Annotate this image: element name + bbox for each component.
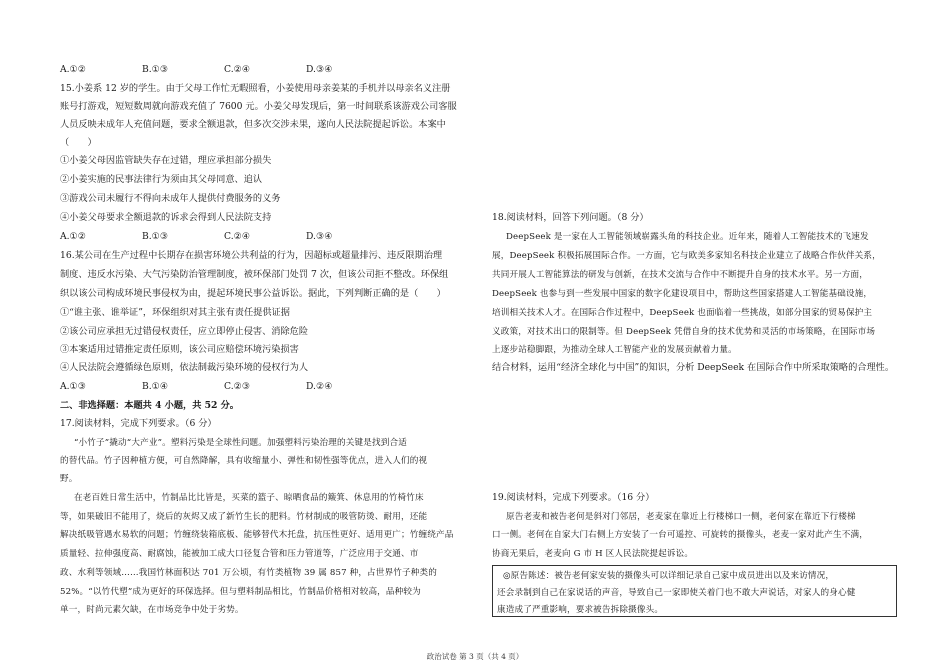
q16-stem-line-2: 制度、违反水污染、大气污染防治管理制度，被环保部门处罚 7 次，但该公司拒不整改。环保组 bbox=[60, 269, 449, 280]
q17-material-line-2: 的替代品。竹子因种植方便，可自然降解，具有收缩量小、弹性和韧性强等优点，进入人们的视 bbox=[60, 456, 428, 466]
q17-title: 17.阅读材料，完成下列要求。（6 分） bbox=[60, 418, 217, 429]
q17-material-line-8: 政、水利等领域……我国竹林面积达 701 万公顷，有竹类植物 39 属 857 种，占世界竹子种类的 bbox=[60, 568, 438, 578]
q15-stem-line-4: （ ） bbox=[60, 137, 97, 148]
q17-material-line-4: 在老百姓日常生活中，竹制品比比皆是，买菜的篮子、晾晒食品的簸箕、休息用的竹椅竹床 bbox=[74, 493, 424, 503]
q16-option-b: B.①④ bbox=[142, 381, 169, 392]
q16-option-a: A.①③ bbox=[60, 381, 87, 392]
q16-option-c: C.②③ bbox=[224, 381, 251, 392]
q15-statement-3: ③游戏公司未履行不得向未成年人提供付费服务的义务 bbox=[60, 193, 281, 204]
q17-material-line-9: 52%。“以竹代塑”成为更好的环保选择。但与塑料制品相比，竹制品价格相对较高，品种较为 bbox=[60, 587, 421, 597]
q15-option-c: C.②④ bbox=[224, 231, 251, 242]
q18-material-line-4: DeepSeek 也参与到一些发展中国家的数字化建设项目中，帮助这些国家搭建人工智能基础设施， bbox=[492, 289, 873, 299]
q17-material-line-6: 解决纸吸管遇水易软的问题；竹缠绕装箱底板、能够替代木托盘，抗压性更好、适用更广；竹缠绕产品 bbox=[60, 530, 454, 540]
q19-title: 19.阅读材料，完成下列要求。（16 分） bbox=[492, 492, 655, 503]
q18-material-line-3: 共同开展人工智能算法的研发与创新，在技术交流与合作中不断提升自身的技术水平。另一方面， bbox=[492, 270, 868, 280]
q16-statement-4: ④人民法院会遵循绿色原则，依法制裁污染环境的侵权行为人 bbox=[60, 362, 309, 373]
page-footer: 政治试卷 第 3 页（共 4 页） bbox=[426, 652, 524, 661]
q16-stem-line-3: 织以该公司构成环境民事侵权为由，提起环境民事公益诉讼。据此，下列判断正确的是（ ） bbox=[60, 288, 446, 299]
q14-option-b: B.①③ bbox=[142, 64, 169, 75]
q19-material-line-3: 协商无果后，老麦向 G 市 H 区人民法院提起诉讼。 bbox=[492, 549, 694, 559]
q15-option-d: D.③④ bbox=[306, 231, 333, 242]
q18-material-line-1: DeepSeek 是一家在人工智能领域崭露头角的科技企业。近年来，随着人工智能技术的飞速发 bbox=[506, 232, 869, 242]
q18-question: 结合材料，运用“经济全球化与中国”的知识，分析 DeepSeek 在国际合作中所采取策略的合理性。 bbox=[492, 362, 895, 373]
q18-material-line-7: 上逐步站稳脚跟，为推动全球人工智能产业的发展贡献着力量。 bbox=[492, 345, 737, 355]
q17-material-line-5: 等，如果破旧不能用了，烧后的灰烬又成了新竹生长的肥料。竹材制成的吸管防烫、耐用，还能 bbox=[60, 512, 428, 522]
q16-option-d: D.②④ bbox=[306, 381, 333, 392]
q19-plaintiff-statement-box bbox=[492, 565, 897, 617]
q15-statement-2: ②小姜实施的民事法律行为须由其父母同意、追认 bbox=[60, 174, 263, 185]
section-heading-nonchoice: 二、非选择题：本题共 4 小题，共 52 分。 bbox=[60, 400, 239, 411]
q18-material-line-6: 义政策，对技术出口的限制等。但 DeepSeek 凭借自身的技术优势和灵活的市场策略，在国际市场 bbox=[492, 327, 876, 337]
q15-statement-1: ①小姜父母因监管缺失存在过错，理应承担部分损失 bbox=[60, 155, 272, 166]
q15-stem-line-3: 人员反映未成年人充值问题，要求全额退款，但多次交涉未果，遂向人民法院提起诉讼。本案中 bbox=[60, 119, 446, 130]
q16-statement-1: ①“谁主张、谁举证”，环保组织对其主张有责任提供证据 bbox=[60, 307, 290, 318]
q17-material-line-7: 质量轻、拉伸强度高、耐腐蚀，能被加工成大口径复合管和压力管道等，广泛应用于交通、市 bbox=[60, 549, 419, 559]
q17-material-line-3: 野。 bbox=[60, 474, 78, 484]
q15-option-b: B.①③ bbox=[142, 231, 169, 242]
q18-material-line-2: 展，DeepSeek 积极拓展国际合作。一方面，它与欧美多家知名科技企业建立了战略合作伙伴关系， bbox=[492, 251, 881, 261]
q19-material-line-2: 口一侧。老何在自家大门右侧上方安装了一台可遥控、可旋转的摄像头，老麦一家对此产生不满， bbox=[492, 530, 868, 540]
q19-box-line-1: ◎原告陈述：被告老何家安装的摄像头可以详细记录自己家中成员进出以及来访情况， bbox=[503, 571, 835, 581]
q18-title: 18.阅读材料，回答下列问题。（8 分） bbox=[492, 212, 649, 223]
q14-option-a: A.①② bbox=[60, 64, 87, 75]
q19-material-line-1: 原告老麦和被告老何是斜对门邻居，老麦家在靠近上行楼梯口一侧，老何家在靠近下行楼梯 bbox=[506, 512, 856, 522]
q17-material-line-1: “小竹子”撬动“大产业”。塑料污染是全球性问题。加强塑料污染治理的关键是找到合适 bbox=[74, 438, 407, 448]
q17-material-line-10: 单一，时尚元素欠缺，在市场竞争中处于劣势。 bbox=[60, 605, 244, 615]
q16-statement-2: ②该公司应承担无过错侵权责任，应立即停止侵害、消除危险 bbox=[60, 326, 309, 337]
q15-stem-line-1: 15.小姜系 12 岁的学生。由于父母工作忙无暇照看，小姜使用母亲姜某的手机并以母亲名义注册 bbox=[60, 83, 451, 94]
q15-statement-4: ④小姜父母要求全额退款的诉求会得到人民法院支持 bbox=[60, 212, 272, 223]
q18-material-line-5: 培训相关技术人才。在国际合作过程中，DeepSeek 也面临着一些挑战，如部分国家的贸易保护主 bbox=[492, 308, 873, 318]
q15-stem-line-2: 账号打游戏，短短数周就向游戏充值了 7600 元。小姜父母发现后，第一时间联系该游戏公司客服 bbox=[60, 101, 457, 112]
q14-option-d: D.③④ bbox=[306, 64, 333, 75]
q19-box-line-3: 康造成了严重影响，要求被告拆除摄像头。 bbox=[497, 605, 664, 615]
q16-stem-line-1: 16.某公司在生产过程中长期存在损害环境公共利益的行为，因超标或超量排污、违反限期治理 bbox=[60, 250, 443, 261]
q19-box-line-2: 还会录制到自己在家说话的声音，导致自己一家即使关着门也不敢大声说话，对家人的身心健 bbox=[497, 588, 856, 598]
q15-option-a: A.①② bbox=[60, 231, 87, 242]
q14-option-c: C.②④ bbox=[224, 64, 251, 75]
q16-statement-3: ③本案适用过错推定责任原则，该公司应赔偿环境污染损害 bbox=[60, 344, 299, 355]
